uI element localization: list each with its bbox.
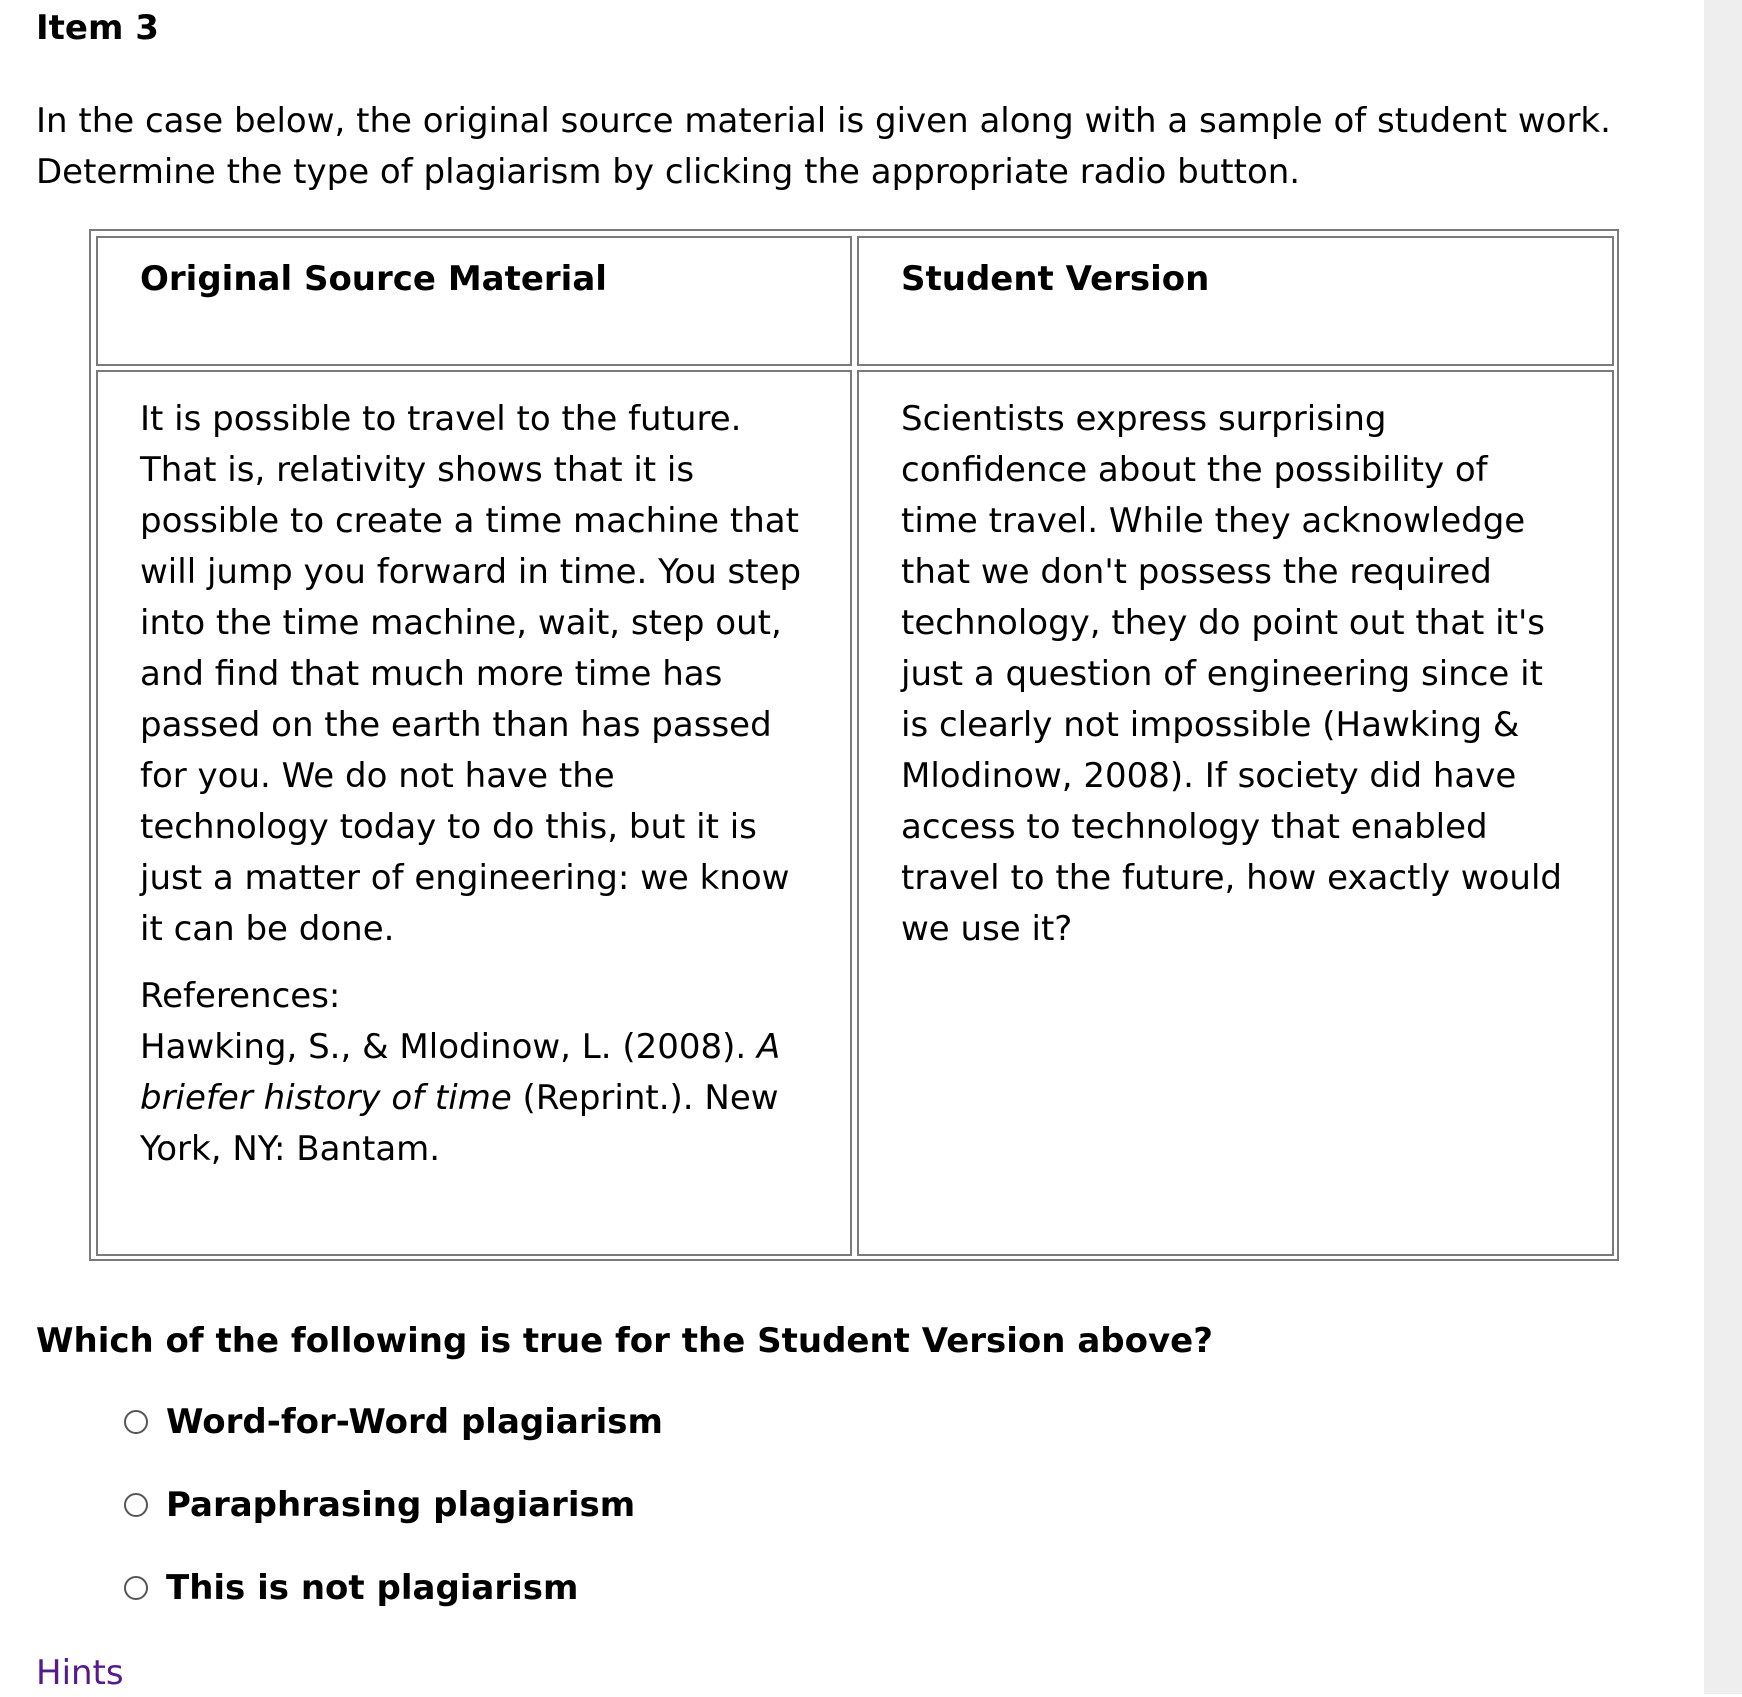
not-plagiarism-radio-button[interactable]	[124, 1576, 148, 1600]
instructions	[36, 96, 1636, 198]
option-not-plagiarism[interactable]	[124, 1564, 663, 1612]
student-version-cell	[857, 370, 1614, 1256]
paraphrasing-radio-button[interactable]	[124, 1493, 148, 1517]
references	[140, 971, 808, 1175]
original-source-header: Original Source Material	[96, 236, 852, 366]
hints-link[interactable]: Hints	[36, 1653, 124, 1693]
paraphrasing-option-label[interactable]: Paraphrasing plagiarism	[166, 1485, 636, 1525]
student-version-header: Student Version	[857, 236, 1614, 366]
item-title: Item 3	[36, 8, 159, 48]
instructions-line-1: In the case below, the original source material is given along with a sample of student work.	[36, 101, 1611, 141]
answer-options	[124, 1398, 663, 1647]
instructions-line-2: Determine the type of plagiarism by clicking the appropriate radio button.	[36, 152, 1301, 192]
original-source-text: It is possible to travel to the future. That is, relativity shows that it is possible to create a time machine that will jump you forward in time. You step into the time machine, wait, step out, and find that much more time has passed on the earth than has passed for you. We do not have the technology today to do this, but it is just a matter of engineering: we know it can be done.	[140, 399, 802, 949]
reference-authors: Hawking, S., & Mlodinow, L. (2008).	[140, 1027, 758, 1067]
reference-book-title: A briefer history of time	[140, 1027, 781, 1118]
word-for-word-radio-button[interactable]	[124, 1410, 148, 1434]
references-label: References:	[140, 976, 341, 1016]
original-source-cell	[96, 370, 852, 1256]
question-prompt: Which of the following is true for the Student Version above?	[36, 1321, 1213, 1361]
not-plagiarism-option-label[interactable]: This is not plagiarism	[166, 1568, 579, 1608]
student-version-text: Scientists express surprising confidence about the possibility of time travel. While they acknowledge that we don't possess the required technology, they do point out that it's just a question of engineering since it is clearly not impossible (Hawking & Mlodinow, 2008). If society did have access to technology that enabled travel to the future, how exactly would we use it?	[901, 399, 1562, 949]
reference-publication: (Reprint.). New York, NY: Bantam.	[140, 1078, 779, 1169]
option-paraphrasing[interactable]	[124, 1481, 663, 1529]
option-word-for-word[interactable]	[124, 1398, 663, 1446]
scroll-gutter	[1704, 0, 1742, 1694]
word-for-word-option-label[interactable]: Word-for-Word plagiarism	[166, 1402, 663, 1442]
comparison-table	[89, 229, 1619, 1261]
